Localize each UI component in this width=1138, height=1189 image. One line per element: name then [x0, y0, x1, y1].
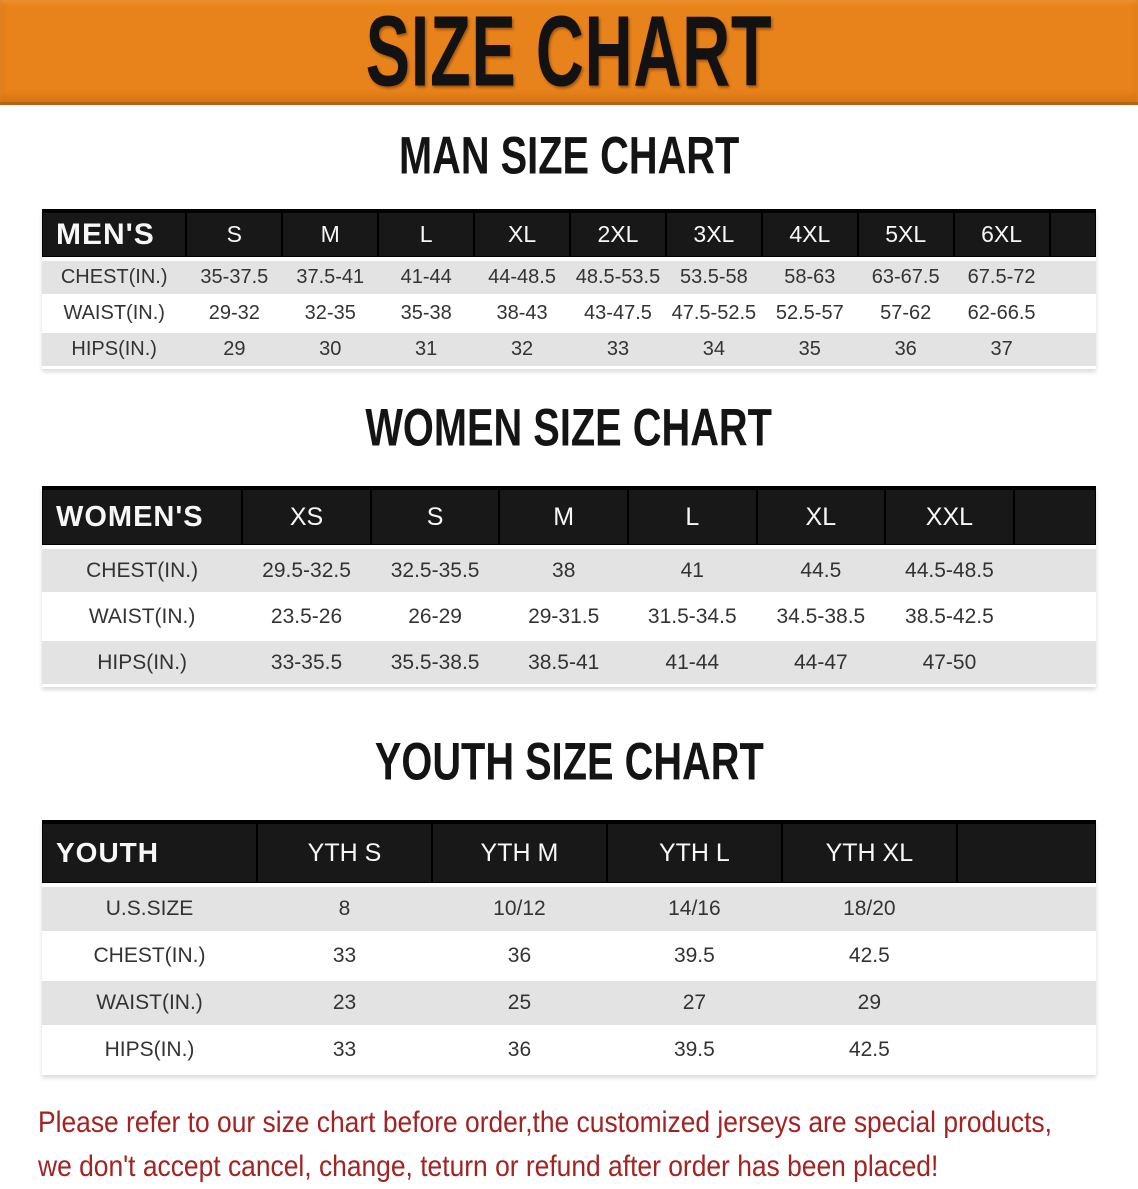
size-column-header: YTH XL [782, 822, 957, 886]
size-column-header: S [371, 488, 500, 548]
size-table [42, 209, 1096, 369]
spacer-cell [1014, 488, 1096, 548]
size-value: 42.5 [782, 1027, 957, 1074]
size-column-header: XL [474, 211, 570, 260]
size-value: 52.5-57 [762, 296, 858, 332]
row-label: HIPS(IN.) [42, 640, 242, 686]
youth-size-table [42, 820, 1096, 1075]
size-value: 35 [762, 332, 858, 368]
size-column-header: 2XL [570, 211, 666, 260]
size-value: 32-35 [282, 296, 378, 332]
spacer-cell [1050, 259, 1096, 296]
size-value: 38.5-42.5 [885, 594, 1014, 640]
size-value: 38-43 [474, 296, 570, 332]
disclaimer-line-2: we don't accept cancel, change, teturn or refund after order has been placed! [38, 1150, 939, 1183]
row-label: CHEST(IN.) [42, 933, 257, 980]
size-value: 35-37.5 [186, 259, 282, 296]
size-column-header: 6XL [954, 211, 1050, 260]
table-title: YOUTH [42, 822, 257, 886]
measurement-row [42, 296, 1096, 332]
size-value: 33 [257, 1027, 432, 1074]
size-value: 37.5-41 [282, 259, 378, 296]
size-value: 39.5 [607, 933, 782, 980]
size-table [42, 820, 1096, 1075]
size-value: 31.5-34.5 [628, 594, 757, 640]
banner-title: SIZE CHART [365, 0, 773, 107]
size-value: 29-32 [186, 296, 282, 332]
size-value: 43-47.5 [570, 296, 666, 332]
size-value: 36 [432, 933, 607, 980]
table-title: WOMEN'S [42, 488, 242, 548]
size-column-header: M [282, 211, 378, 260]
row-label: WAIST(IN.) [42, 980, 257, 1027]
size-value: 47.5-52.5 [666, 296, 762, 332]
women-size-section [0, 397, 1138, 687]
size-value: 58-63 [762, 259, 858, 296]
size-value: 44-47 [757, 640, 886, 686]
measurement-row [42, 885, 1096, 933]
size-value: 25 [432, 980, 607, 1027]
size-value: 27 [607, 980, 782, 1027]
spacer-cell [957, 885, 1096, 933]
spacer-cell [957, 980, 1096, 1027]
size-value: 36 [858, 332, 954, 368]
size-value: 18/20 [782, 885, 957, 933]
row-label: WAIST(IN.) [42, 296, 186, 332]
size-column-header: YTH M [432, 822, 607, 886]
spacer-cell [957, 1027, 1096, 1074]
size-value: 26-29 [371, 594, 500, 640]
size-value: 23 [257, 980, 432, 1027]
row-label: CHEST(IN.) [42, 547, 242, 594]
man-section-heading-text: MAN SIZE CHART [398, 125, 740, 186]
mens-size-table [42, 209, 1096, 369]
size-value: 35.5-38.5 [371, 640, 500, 686]
size-value: 29 [186, 332, 282, 368]
size-value: 47-50 [885, 640, 1014, 686]
measurement-row [42, 933, 1096, 980]
size-column-header: L [628, 488, 757, 548]
womens-size-table [42, 486, 1096, 687]
size-column-header: L [378, 211, 474, 260]
size-value: 41 [628, 547, 757, 594]
size-value: 38.5-41 [499, 640, 628, 686]
row-label: HIPS(IN.) [42, 332, 186, 368]
size-table [42, 486, 1096, 687]
size-value: 32.5-35.5 [371, 547, 500, 594]
size-value: 36 [432, 1027, 607, 1074]
size-value: 33 [257, 933, 432, 980]
table-title: MEN'S [42, 211, 186, 260]
size-column-header: M [499, 488, 628, 548]
size-value: 37 [954, 332, 1050, 368]
size-value: 34 [666, 332, 762, 368]
measurement-row [42, 547, 1096, 594]
size-value: 23.5-26 [242, 594, 371, 640]
measurement-row [42, 259, 1096, 296]
table-header-row [42, 211, 1096, 260]
row-label: WAIST(IN.) [42, 594, 242, 640]
women-section-heading [0, 397, 1138, 463]
size-value: 44.5 [757, 547, 886, 594]
size-column-header: 5XL [858, 211, 954, 260]
size-column-header: YTH L [607, 822, 782, 886]
spacer-cell [1014, 640, 1096, 686]
size-value: 48.5-53.5 [570, 259, 666, 296]
size-value: 41-44 [628, 640, 757, 686]
spacer-cell [957, 822, 1096, 886]
size-chart-banner [0, 0, 1138, 105]
youth-size-section [0, 731, 1138, 1075]
size-column-header: S [186, 211, 282, 260]
spacer-cell [1014, 594, 1096, 640]
man-size-section [0, 125, 1138, 369]
size-column-header: YTH S [257, 822, 432, 886]
size-value: 62-66.5 [954, 296, 1050, 332]
size-value: 35-38 [378, 296, 474, 332]
spacer-cell [1014, 547, 1096, 594]
size-value: 44-48.5 [474, 259, 570, 296]
spacer-cell [1050, 332, 1096, 368]
measurement-row [42, 1027, 1096, 1074]
women-section-heading-text: WOMEN SIZE CHART [365, 397, 773, 458]
youth-section-heading [0, 731, 1138, 797]
measurement-row [42, 594, 1096, 640]
size-column-header: 3XL [666, 211, 762, 260]
table-header-row [42, 488, 1096, 548]
size-value: 8 [257, 885, 432, 933]
order-disclaimer [38, 1101, 1138, 1189]
youth-section-heading-text: YOUTH SIZE CHART [374, 731, 764, 792]
table-header-row [42, 822, 1096, 886]
size-value: 32 [474, 332, 570, 368]
size-value: 41-44 [378, 259, 474, 296]
spacer-cell [957, 933, 1096, 980]
size-value: 34.5-38.5 [757, 594, 886, 640]
measurement-row [42, 640, 1096, 686]
size-value: 30 [282, 332, 378, 368]
size-value: 33 [570, 332, 666, 368]
man-section-heading [0, 125, 1138, 191]
size-value: 29 [782, 980, 957, 1027]
spacer-cell [1050, 296, 1096, 332]
size-value: 33-35.5 [242, 640, 371, 686]
size-column-header: XS [242, 488, 371, 548]
size-value: 67.5-72 [954, 259, 1050, 296]
size-value: 14/16 [607, 885, 782, 933]
row-label: U.S.SIZE [42, 885, 257, 933]
spacer-cell [1050, 211, 1096, 260]
size-value: 44.5-48.5 [885, 547, 1014, 594]
size-value: 29.5-32.5 [242, 547, 371, 594]
size-value: 31 [378, 332, 474, 368]
row-label: CHEST(IN.) [42, 259, 186, 296]
size-column-header: XL [757, 488, 886, 548]
size-value: 29-31.5 [499, 594, 628, 640]
size-value: 63-67.5 [858, 259, 954, 296]
size-value: 39.5 [607, 1027, 782, 1074]
size-value: 57-62 [858, 296, 954, 332]
size-value: 53.5-58 [666, 259, 762, 296]
size-value: 38 [499, 547, 628, 594]
size-value: 10/12 [432, 885, 607, 933]
size-column-header: 4XL [762, 211, 858, 260]
disclaimer-line-1: Please refer to our size chart before order,the customized jerseys are special products, [38, 1106, 1052, 1139]
size-value: 42.5 [782, 933, 957, 980]
size-column-header: XXL [885, 488, 1014, 548]
measurement-row [42, 980, 1096, 1027]
row-label: HIPS(IN.) [42, 1027, 257, 1074]
measurement-row [42, 332, 1096, 368]
